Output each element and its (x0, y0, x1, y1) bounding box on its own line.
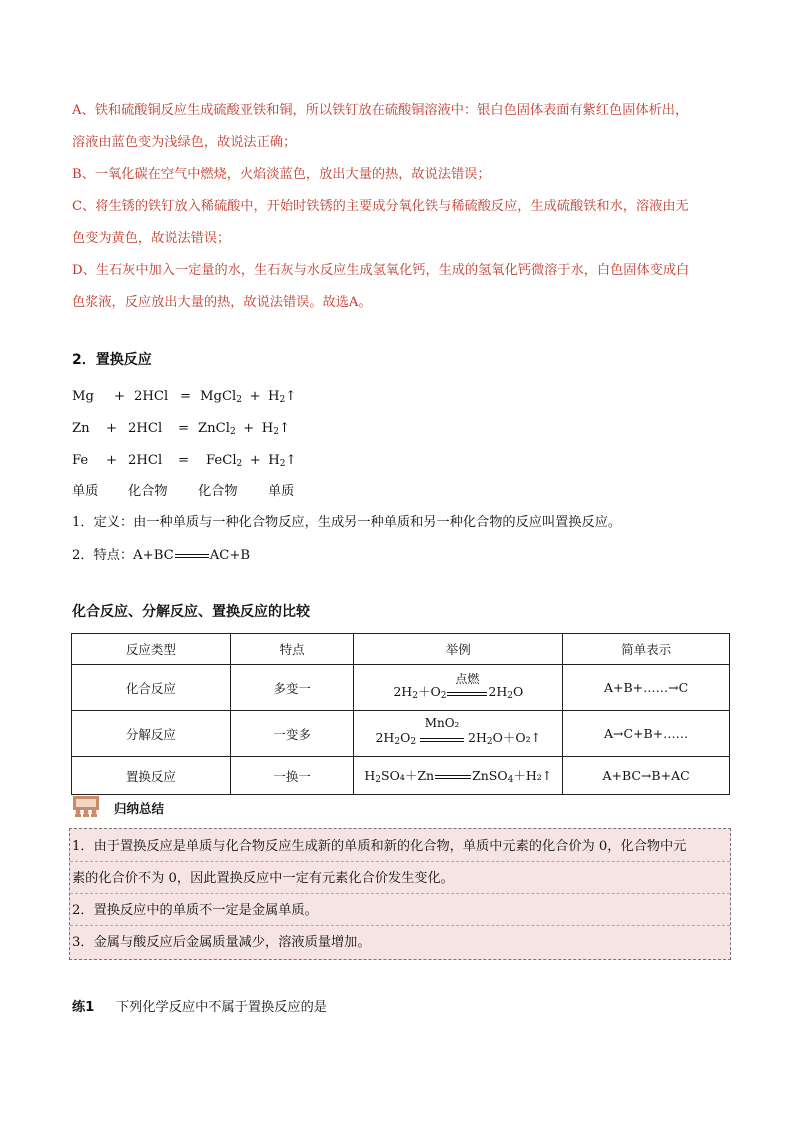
cell-type: 化合反应 (72, 665, 231, 711)
answer-line-b1: B、一氧化碳在空气中燃烧，火焰淡蓝色，放出大量的热，故说法错误； (72, 167, 491, 182)
cell-type: 置换反应 (72, 757, 231, 795)
summary-line-3: 2．置换反应中的单质不一定是金属单质。 (72, 903, 318, 918)
cell-example: $2H_2+O_2$ 点燃 $2H_2O$ (354, 665, 563, 711)
substance-types: 单质 化合物 化合物 单质 (72, 484, 295, 499)
answer-line-d1: D、生石灰中加入一定量的水，生石灰与水反应生成氢氧化钙，生成的氢氧化钙微溶于水，白色固体变成白 (72, 263, 690, 278)
summary-icon (72, 795, 100, 817)
equation-zn: Zn + 2HCl = ZnCl$_2$ + $H_2↑$ (72, 421, 291, 437)
answer-line-a2: 溶液由蓝色变为浅绿色，故说法正确； (72, 135, 297, 150)
feature-line: 2．特点：A+BC AC+B (72, 548, 251, 563)
header-type: 反应类型 (72, 634, 231, 665)
cell-feature: 一变多 (230, 711, 354, 757)
summary-line-2: 素的化合价不为 0，因此置换反应中一定有元素化合价发生变化。 (72, 871, 454, 886)
practice-question: 练1 下列化学反应中不属于置换反应的是 (72, 1000, 327, 1015)
cell-simple: A+BC→B+AC (563, 757, 730, 795)
table-row (72, 711, 730, 757)
cell-simple: A→C+B+…… (563, 711, 730, 757)
answer-line-a1: A、铁和硫酸铜反应生成硫酸亚铁和铜，所以铁钉放在硫酸铜溶液中：银白色固体表面有紫红色固体析出， (72, 103, 689, 118)
answer-line-d2: 色浆液，反应放出大量的热，故说法错误。故选A。 (72, 295, 372, 310)
answer-line-c2: 色变为黄色，故说法错误； (72, 231, 231, 246)
cell-simple: A+B+……→C (563, 665, 730, 711)
cell-feature: 多变一 (230, 665, 354, 711)
section-heading: 2．置换反应 (72, 352, 152, 368)
cell-feature: 一换一 (230, 757, 354, 795)
table-row (72, 757, 730, 795)
cell-example: $2H_2O_2$ MnO₂ $2H_2O+O_2↑$ (354, 711, 563, 757)
header-simple: 简单表示 (563, 634, 730, 665)
comparison-table (71, 633, 730, 795)
answer-line-c1: C、将生锈的铁钉放入稀硫酸中，开始时铁锈的主要成分氧化铁与稀硫酸反应，生成硫酸铁和水，溶液由无 (72, 199, 689, 214)
definition: 1．定义：由一种单质与一种化合物反应，生成另一种单质和另一种化合物的反应叫置换反应。 (72, 515, 622, 530)
summary-line-4: 3．金属与酸反应后金属质量减少，溶液质量增加。 (72, 935, 371, 950)
cell-type: 分解反应 (72, 711, 231, 757)
table-header-row (72, 634, 730, 665)
comparison-title: 化合反应、分解反应、置换反应的比较 (72, 604, 310, 620)
summary-line-1: 1．由于置换反应是单质与化合物反应生成新的单质和新的化合物，单质中元素的化合价为 0，化合物中元 (72, 839, 687, 854)
equation-fe: Fe + 2HCl = FeCl$_2$ + $H_2↑$ (72, 453, 297, 469)
header-example: 举例 (354, 634, 563, 665)
table-row (72, 665, 730, 711)
equation-mg: Mg + 2HCl = MgCl$_2$ + $H_2↑$ (72, 389, 297, 405)
summary-label: 归纳总结 (114, 801, 165, 816)
header-feature: 特点 (230, 634, 354, 665)
cell-example: $H_2SO_4+Zn$ ZnSO$_4$＋H₂↑ (354, 757, 563, 795)
